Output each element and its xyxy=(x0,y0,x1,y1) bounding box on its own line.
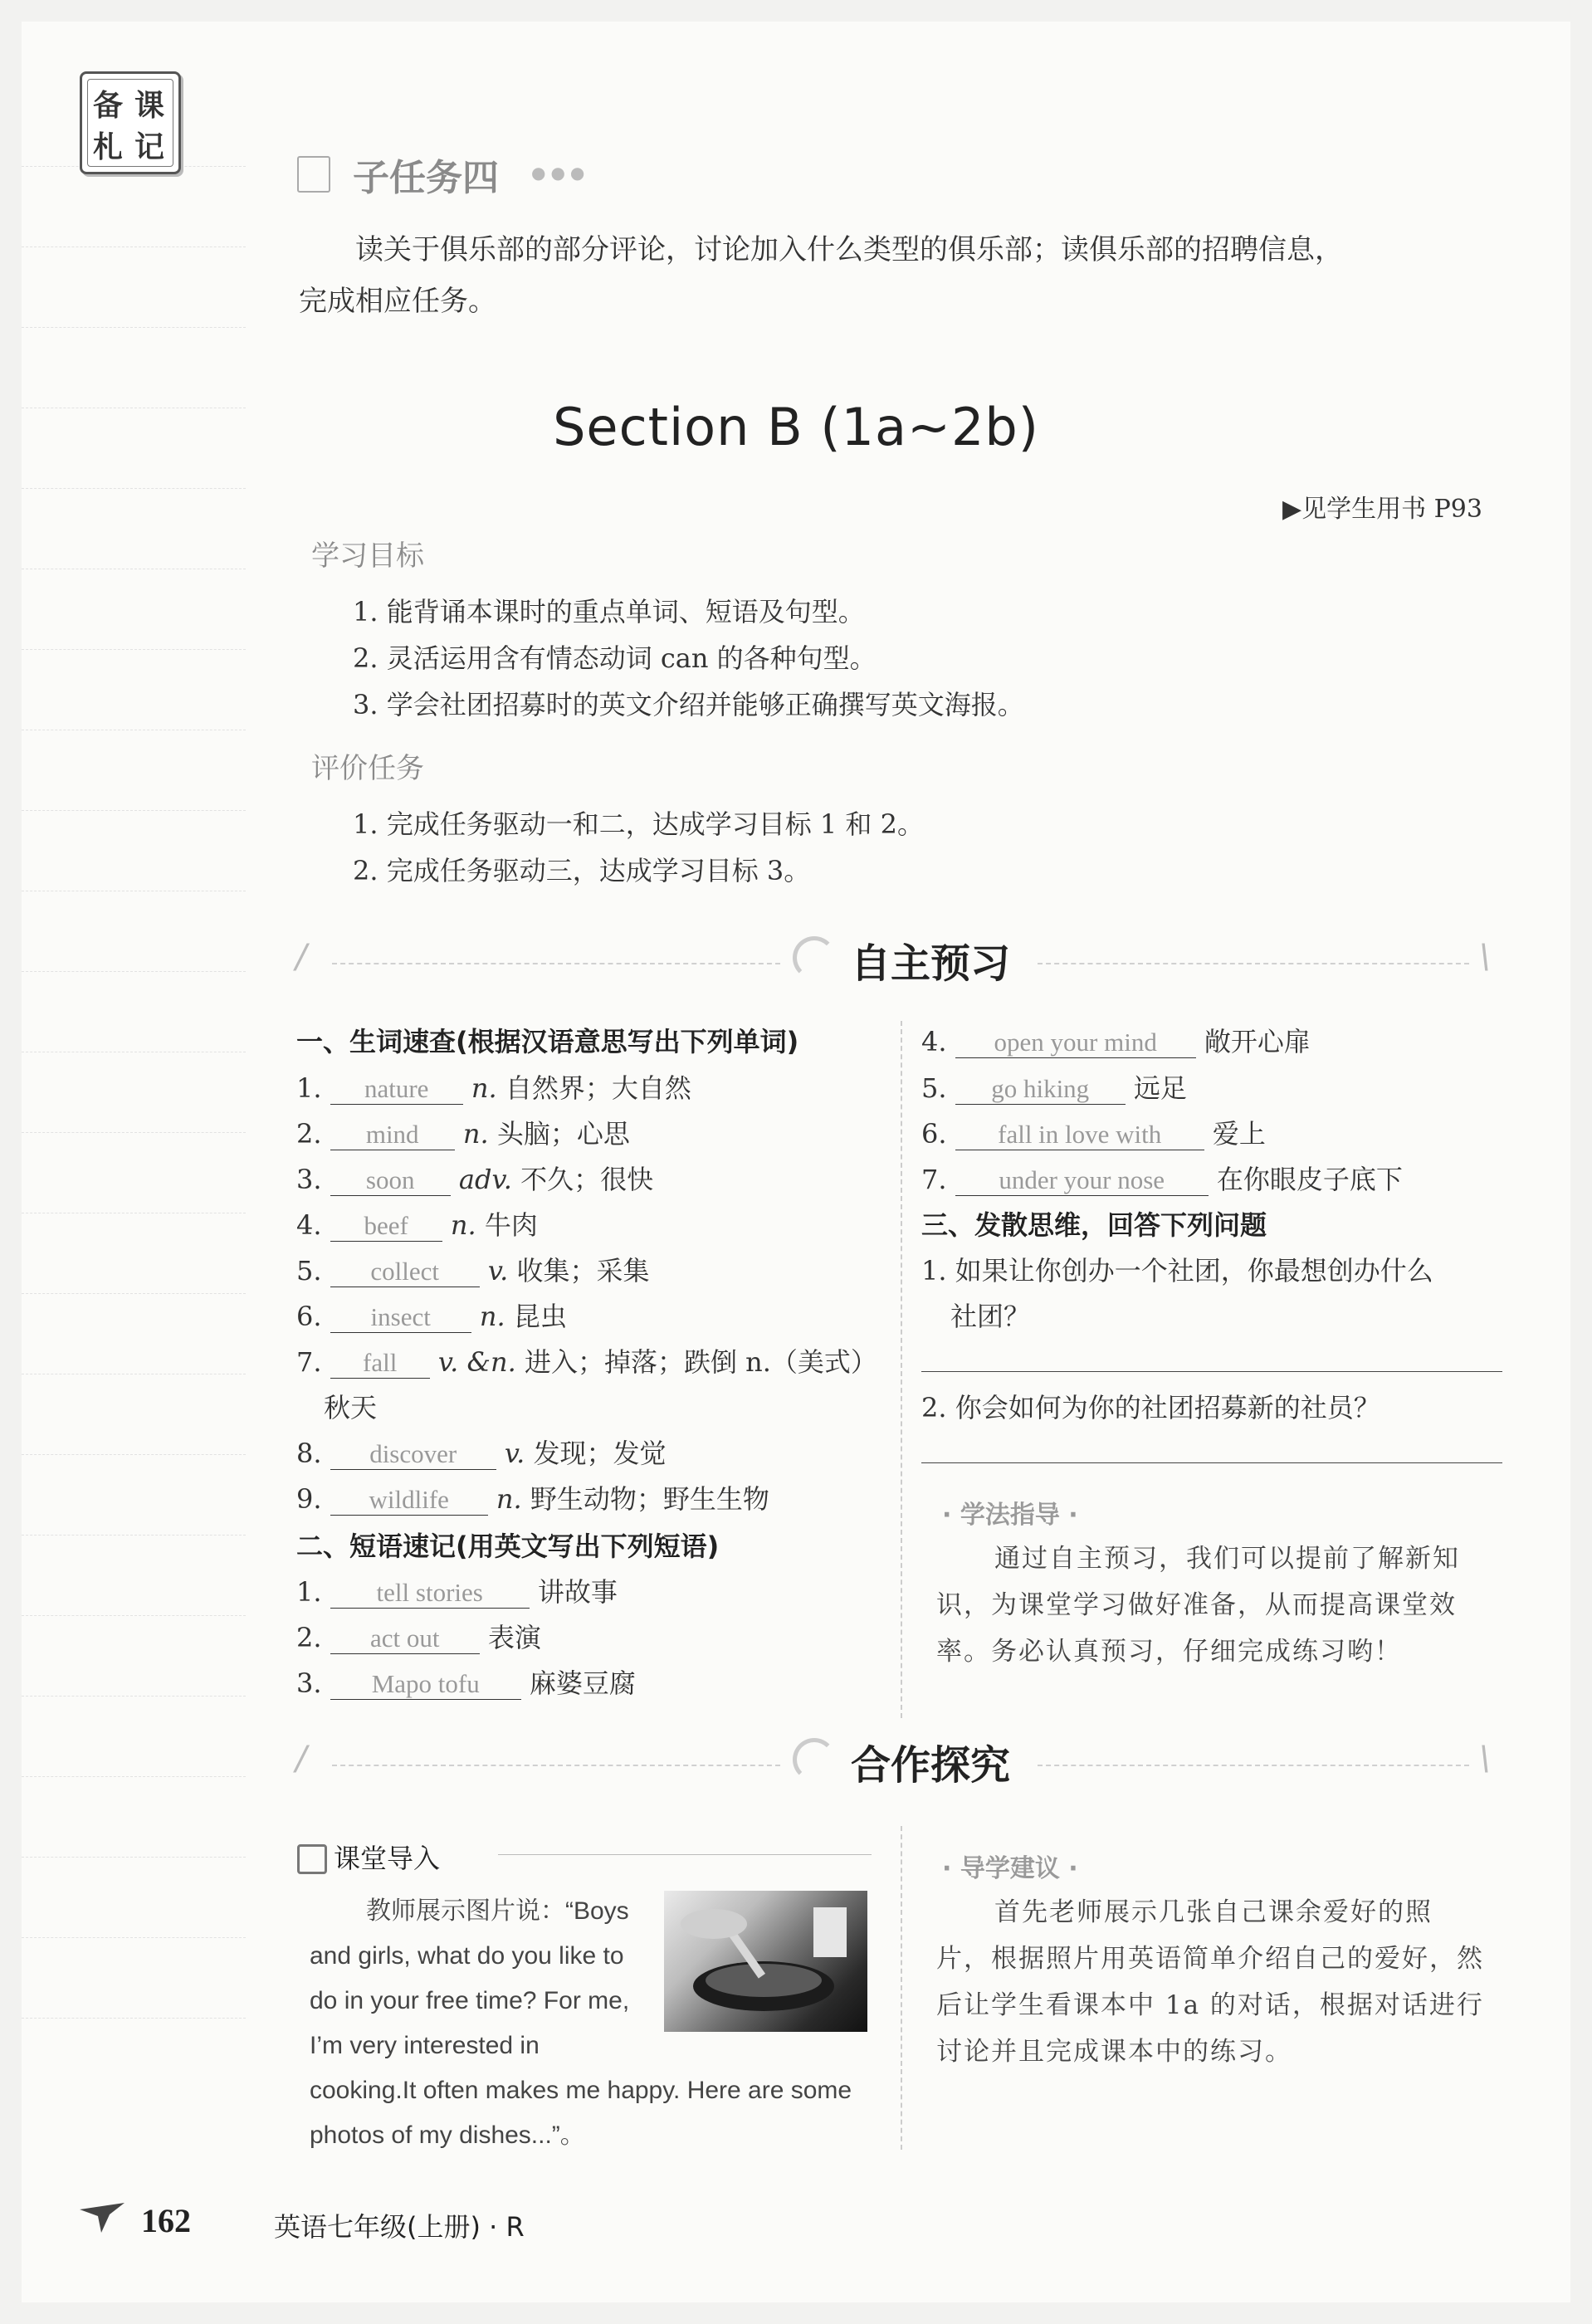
phrase-answer: tell stories xyxy=(330,1578,530,1609)
goal-item: 3. 学会社团招募时的英文介绍并能够正确撰写英文海报。 xyxy=(353,689,1024,720)
question-1: 1. 如果让你创办一个社团，你最想创办什么 xyxy=(921,1255,1433,1286)
word-item: 8. discover v. 发现；发觉 xyxy=(296,1438,667,1469)
word-answer: soon xyxy=(330,1165,451,1196)
subtask-text-line2: 完成相应任务。 xyxy=(299,285,496,318)
goal-item: 2. 灵活运用含有情态动词 can 的各种句型。 xyxy=(353,642,877,674)
column-divider xyxy=(901,1021,902,1718)
phrase-item: 7. under your nose 在你眼皮子底下 xyxy=(921,1164,1403,1195)
band-divider xyxy=(332,963,780,964)
badge-char: 札 xyxy=(92,130,123,164)
footer-arrow-icon xyxy=(76,2200,128,2234)
study-tip-title: · 学法指导 · xyxy=(942,1501,1078,1530)
band-slash-left: / xyxy=(295,1740,307,1778)
word-answer: nature xyxy=(330,1074,463,1105)
band-slash-left: / xyxy=(295,938,307,976)
word-answer: collect xyxy=(330,1257,480,1287)
evaluation-item: 2. 完成任务驱动三，达成学习目标 3。 xyxy=(353,855,811,886)
question-2: 2. 你会如何为你的社团招募新的社员？ xyxy=(921,1392,1380,1423)
subtask-title: 子任务四 xyxy=(353,157,499,199)
word-item: 4. beef n. 牛肉 xyxy=(296,1209,538,1241)
phrase-item: 1. tell stories 讲故事 xyxy=(296,1576,618,1608)
word-item: 7. fall v. &n. 进入；掉落；跌倒 n.（美式） xyxy=(296,1346,877,1378)
word-item: 2. mind n. 头脑；心思 xyxy=(296,1118,630,1150)
intro-text-bottom: cooking.It often makes me happy. Here are some photos of my dishes...”。 xyxy=(310,2077,852,2149)
phrase-answer: under your nose xyxy=(955,1165,1209,1196)
part3-title: 三、发散思维，回答下列问题 xyxy=(921,1209,1267,1241)
student-book-ref: ▶见学生用书 P93 xyxy=(1282,495,1482,524)
phrase-answer: open your mind xyxy=(955,1028,1196,1058)
book-title: 英语七年级(上册) · R xyxy=(274,2211,525,2243)
word-answer: fall xyxy=(330,1348,430,1379)
intro-text-left: 教师展示图片说：“Boys and girls, what do you like to do in your free time? For me, I’m very interested in xyxy=(310,1897,630,2059)
band-divider xyxy=(1038,1765,1469,1766)
guide-title: · 导学建议 · xyxy=(942,1854,1078,1883)
document-icon xyxy=(297,156,330,193)
band-slash-right: \ xyxy=(1479,938,1491,976)
badge-char: 备 xyxy=(92,89,123,123)
phrase-answer: go hiking xyxy=(955,1074,1126,1105)
guide-text: 首先老师展示几张自己课余爱好的照 片，根据照片用英语简单介绍自己的爱好，然 后让学生看课本中 1a 的对话，根据对话进行 讨论并且完成课本中的练习。 xyxy=(936,1897,1484,2067)
dots-decoration: ●●● xyxy=(531,163,590,183)
band-divider xyxy=(1038,963,1469,964)
word-item: 9. wildlife n. 野生动物；野生生物 xyxy=(296,1483,769,1515)
intro-underline xyxy=(498,1854,872,1855)
goals-label: 学习目标 xyxy=(311,540,424,573)
word-answer: discover xyxy=(330,1439,496,1470)
answer-line-2[interactable] xyxy=(921,1462,1502,1463)
notes-badge xyxy=(80,71,181,174)
part2-title: 二、短语速记(用英文写出下列短语) xyxy=(296,1531,720,1562)
phrase-item: 3. Mapo tofu 麻婆豆腐 xyxy=(296,1667,636,1699)
word-item: 5. collect v. 收集；采集 xyxy=(296,1255,650,1286)
band-divider xyxy=(332,1765,780,1766)
study-tip-text: 通过自主预习，我们可以提前了解新知 识，为课堂学习做好准备，从而提高课堂效 率。务必认真预习，仔细完成练习哟！ xyxy=(936,1544,1460,1667)
question-1-cont: 社团？ xyxy=(950,1301,1031,1332)
subtask-text-line1: 读关于俱乐部的部分评论，讨论加入什么类型的俱乐部；读俱乐部的招聘信息， xyxy=(355,233,1343,266)
evaluation-label: 评价任务 xyxy=(311,752,424,785)
word-answer: wildlife xyxy=(330,1485,488,1516)
word-item: 3. soon adv. 不久；很快 xyxy=(296,1164,654,1195)
word-item-continued: 秋天 xyxy=(324,1392,378,1423)
phrase-answer: act out xyxy=(330,1623,480,1654)
badge-char: 课 xyxy=(134,89,164,123)
band-slash-right: \ xyxy=(1479,1740,1491,1778)
intro-title: 课堂导入 xyxy=(334,1843,441,1874)
answer-line-1[interactable] xyxy=(921,1371,1502,1372)
word-answer: insect xyxy=(330,1302,471,1333)
column-divider xyxy=(901,1826,902,2150)
section-title: Section B (1a~2b) xyxy=(553,397,1039,457)
classroom-icon xyxy=(297,1844,327,1874)
margin-note-lines xyxy=(22,166,246,2175)
page-number: 162 xyxy=(141,2202,191,2239)
word-item: 6. insect n. 昆虫 xyxy=(296,1301,567,1332)
phrase-item: 6. fall in love with 爱上 xyxy=(921,1118,1266,1150)
phrase-answer: fall in love with xyxy=(955,1120,1204,1150)
goal-item: 1. 能背诵本课时的重点单词、短语及句型。 xyxy=(353,596,865,627)
phrase-answer: Mapo tofu xyxy=(330,1669,521,1700)
phrase-item: 2. act out 表演 xyxy=(296,1622,541,1653)
cooperate-band-title: 合作探究 xyxy=(851,1742,1011,1789)
word-item: 1. nature n. 自然界；大自然 xyxy=(296,1072,691,1104)
preview-band-title: 自主预习 xyxy=(851,940,1011,987)
evaluation-item: 1. 完成任务驱动一和二，达成学习目标 1 和 2。 xyxy=(353,808,924,840)
word-answer: mind xyxy=(330,1120,455,1150)
badge-char: 记 xyxy=(134,130,164,164)
phrase-item: 4. open your mind 敞开心扉 xyxy=(921,1026,1311,1057)
cooking-photo xyxy=(664,1891,867,2032)
phrase-item: 5. go hiking 远足 xyxy=(921,1072,1187,1104)
swirl-icon xyxy=(793,936,836,979)
part1-title: 一、生词速查(根据汉语意思写出下列单词) xyxy=(296,1026,799,1057)
word-answer: beef xyxy=(330,1211,442,1242)
swirl-icon xyxy=(793,1738,836,1781)
